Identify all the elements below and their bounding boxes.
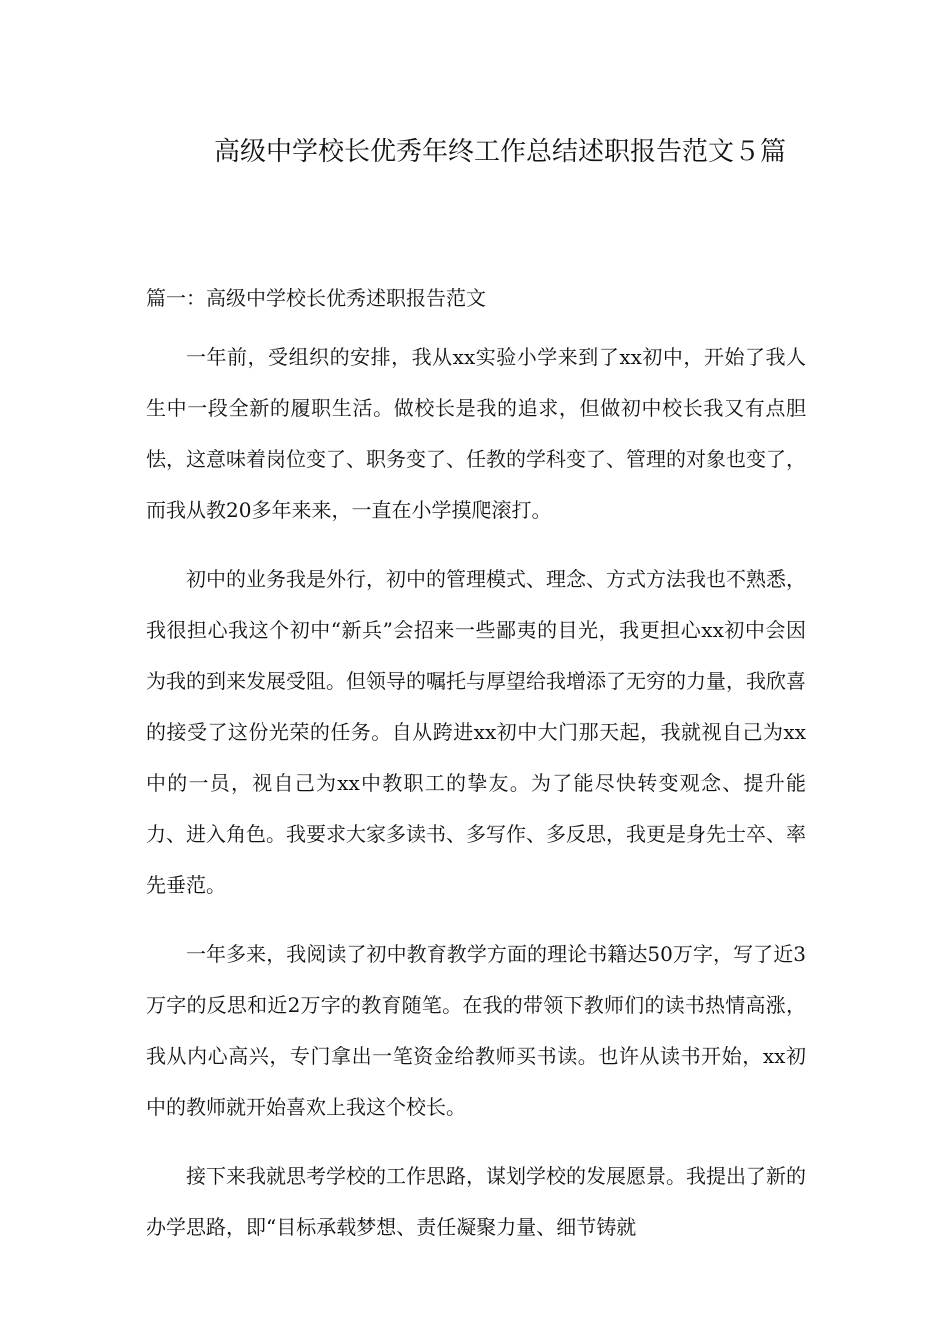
- section-heading: 篇一：高级中学校长优秀述职报告范文: [146, 286, 486, 310]
- paragraph-2: 初中的业务我是外行，初中的管理模式、理念、方式方法我也不熟悉，我很担心我这个初中“新兵”会招来一些鄙夷的目光，我更担心xx初中会因为我的到来发展受阻。但领导的嘱托与厚望给我增添了无穷的力量，我欣喜的接受了这份光荣的任务。自从跨进xx初中大门那天起，我就视自己为xx中的一员，视自己为xx中教职工的挚友。为了能尽快转变观念、提升能力、进入角色。我要求大家多读书、多写作、多反思，我更是身先士卒、率先垂范。: [146, 567, 806, 897]
- document-title: 高级中学校长优秀年终工作总结述职报告范文５篇: [213, 137, 786, 167]
- paragraph-4: 接下来我就思考学校的工作思路，谋划学校的发展愿景。我提出了新的办学思路，即“目标承载梦想、责任凝聚力量、细节铸就: [146, 1164, 806, 1239]
- paragraph-3: 一年多来，我阅读了初中教育教学方面的理论书籍达50万字，写了近3万字的反思和近2万字的教育随笔。在我的带领下教师们的读书热情高涨，我从内心高兴，专门拿出一笔资金给教师买书读。也许从读书开始，xx初中的教师就开始喜欢上我这个校长。: [146, 942, 806, 1119]
- document-body: [146, 282, 806, 1253]
- paragraph-1: 一年前，受组织的安排，我从xx实验小学来到了xx初中，开始了我人生中一段全新的履职生活。做校长是我的追求，但做初中校长我又有点胆怯，这意味着岗位变了、职务变了、任教的学科变了、管理的对象也变了，而我从教20多年来来，一直在小学摸爬滚打。: [146, 345, 806, 522]
